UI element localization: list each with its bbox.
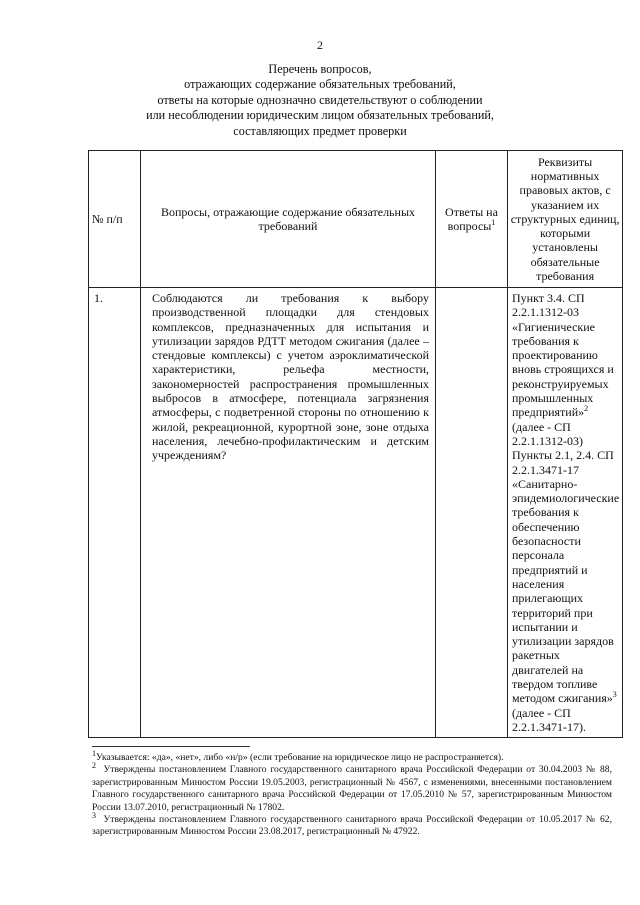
requisites-text: Пункт 3.4. СП 2.2.1.1312-03 «Гигиенические требования к проектированию вновь строящихся и реконструируемых промышленных предприятий» [512, 291, 614, 420]
header-answers [436, 151, 508, 288]
document-title [60, 62, 580, 139]
footnote-mark: 1 [92, 748, 96, 758]
title-line: отражающих содержание обязательных требований, [184, 77, 456, 92]
footnote-divider [92, 746, 250, 747]
footnote-text: Утверждены постановлением Главного государственного санитарного врача Российской Федерации от 10.05.2017 № 62, зарегистрированным Минюстом России 23.08.2017, регистрационный № 47922. [92, 814, 612, 838]
header-questions: Вопросы, отражающие содержание обязательных требований [141, 151, 436, 288]
footnote-text: Указывается: «да», «нет», либо «н/р» (если требование на юридическое лицо не распространяется). [96, 752, 504, 763]
header-requisites: Реквизиты нормативных правовых актов, с указанием их структурных единиц, которыми установлены обязательные требования [508, 151, 623, 288]
table-row [89, 288, 623, 738]
footnote-ref: 2 [584, 404, 589, 414]
header-answers-label: Ответы на вопросы [445, 204, 498, 233]
footnote-text: Утверждены постановлением Главного государственного санитарного врача Российской Федерации от 30.04.2003 № 88, зарегистрированным Минюстом России 19.05.2003, регистрационный № 4567, с изменениями, внесенными постановлением Главного государственного санитарного врача Российской Федерации от 17.05.2010 № 57, зарегистрированным Минюстом России 13.07.2010, регистрационный № 17802. [92, 764, 612, 813]
footnote-mark: 2 [92, 761, 96, 771]
header-num: № п/п [89, 151, 141, 288]
row-answer [436, 288, 508, 738]
title-line: составляющих предмет проверки [233, 123, 407, 138]
title-line: Перечень вопросов, [268, 62, 372, 76]
row-num: 1. [89, 288, 141, 738]
footnotes [92, 748, 612, 839]
row-requisites [508, 288, 623, 738]
title-line: или несоблюдении юридическим лицом обязательных требований, [146, 108, 494, 123]
requisites-text: (далее - СП 2.2.1.1312-03) Пункты 2.1, 2.4. СП 2.2.1.3471-17 «Санитарно-эпидемиологические требования к обеспечению безопасности персонала предприятий и населения прилегающих территорий при испытании и утилизации зарядов ракетных двигателей на твердом топливе методом сжигания» [512, 419, 620, 706]
footnote [92, 761, 612, 814]
footnote-ref: 3 [612, 690, 617, 700]
footnote [92, 748, 612, 764]
title-line: ответы на которые однозначно свидетельствуют о соблюдении [157, 92, 483, 107]
row-question: Соблюдаются ли требования к выбору производственной площадки для стендовых комплексов, предназначенных для испытания и утилизации зарядов РДТТ методом сжигания (далее – стендовые комплексы) с учетом аэроклиматической характеристики, рельефа местности, закономерностей распространения промышленных выбросов в атмосфере, потенциала загрязнения атмосферы, с подветренной стороны по отношению к жилой, рекреационной, курортной зоне, зоне отдыха населения, лечебно-профилактическим и детским учреждениям? [141, 288, 436, 738]
footnote-mark: 3 [92, 810, 96, 820]
footnote-ref: 1 [491, 218, 496, 227]
table-header-row [89, 151, 623, 288]
footnote [92, 810, 612, 839]
requisites-text: (далее - СП 2.2.1.3471-17). [512, 705, 586, 734]
requirements-table [88, 150, 623, 738]
page-number: 2 [317, 38, 323, 52]
